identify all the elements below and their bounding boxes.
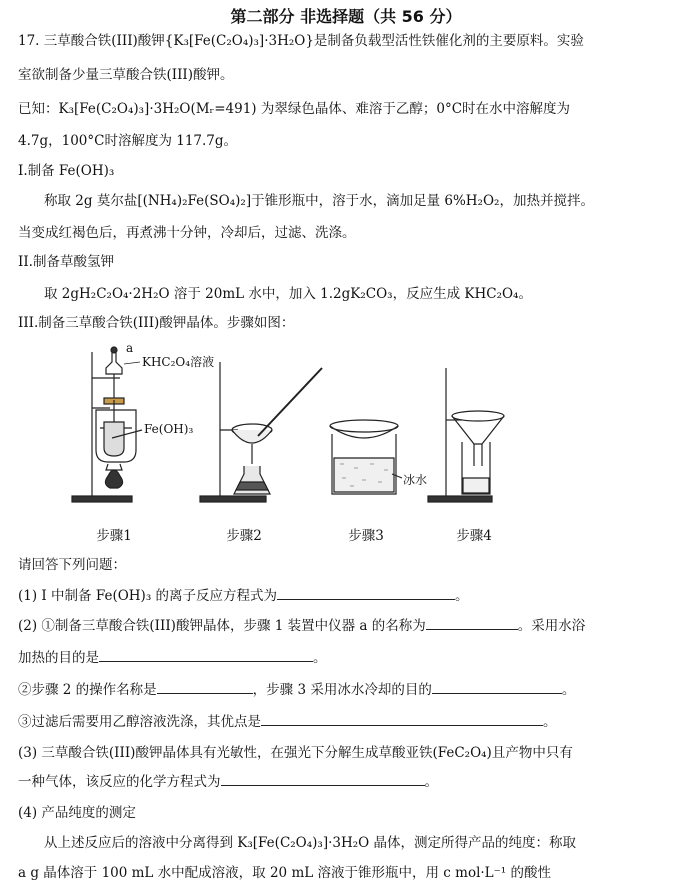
step1-apparatus — [72, 347, 142, 502]
q17-known-line-1: 已知：K₃[Fe(C₂O₄)₃]·3H₂O(Mᵣ=491) 为翠绿色晶体、难溶于乙醇；0°C时在水中溶解度为 — [18, 101, 571, 117]
answer-blank-2-1b[interactable] — [99, 648, 313, 662]
label-a: a — [126, 341, 134, 355]
caption-step3: 步骤3 — [348, 528, 384, 544]
question-2-1 — [18, 616, 585, 635]
period: 。 — [313, 650, 327, 666]
q17-line-1: 17. 三草酸合铁(III)酸钾{K₃[Fe(C₂O₄)₃]·3H₂O}是制备负载型活性铁催化剂的主要原料。实验 — [18, 33, 584, 49]
question-2-3 — [18, 712, 557, 731]
question-2-2 — [18, 680, 575, 699]
q17-line-2: 室欲制备少量三草酸合铁(III)酸钾。 — [18, 67, 234, 83]
caption-step1: 步骤1 — [96, 528, 132, 544]
part1-line-1: 称取 2g 莫尔盐[(NH₄)₂Fe(SO₄)₂]于锥形瓶中，溶于水，滴加足量 6%H₂O₂，加热并搅拌。 — [44, 193, 594, 209]
question-4-line-1: 从上述反应后的溶液中分离得到 K₃[Fe(C₂O₄)₃]·3H₂O 晶体，测定所得产品的纯度：称取 — [44, 835, 577, 851]
question-2-2-mid: ，步骤 3 采用冰水冷却的目的 — [252, 682, 432, 698]
question-1-text: (1) I 中制备 Fe(OH)₃ 的离子反应方程式为 — [18, 588, 278, 604]
period: 。 — [424, 774, 438, 790]
question-2-1-text: (2) ①制备三草酸合铁(III)酸钾晶体，步骤 1 装置中仪器 a 的名称为 — [18, 618, 426, 634]
period: 。 — [543, 714, 557, 730]
caption-step2: 步骤2 — [226, 528, 262, 544]
answer-blank-2-2b[interactable] — [432, 680, 562, 694]
period: 。 — [455, 588, 469, 604]
step4-apparatus — [428, 368, 504, 502]
question-2-1-cont-text: 加热的目的是 — [18, 650, 99, 666]
q17-known-line-2: 4.7g，100°C时溶解度为 117.7g。 — [18, 133, 238, 149]
questions-intro: 请回答下列问题： — [18, 557, 126, 573]
answer-blank-3[interactable] — [221, 772, 425, 786]
question-3-line-1: (3) 三草酸合铁(III)酸钾晶体具有光敏性，在强光下分解生成草酸亚铁(FeC₂O₄)且产物中只有 — [18, 745, 573, 761]
question-2-2-text: ②步骤 2 的操作名称是 — [18, 682, 157, 698]
question-4-line-2: a g 晶体溶于 100 mL 水中配成溶液，取 20 mL 溶液于锥形瓶中，用 c mol·L⁻¹ 的酸性 — [18, 865, 551, 881]
section-title: 第二部分 非选择题（共 56 分） — [230, 7, 462, 26]
question-3-line-2 — [18, 772, 438, 791]
question-2-1-cont — [18, 648, 327, 667]
apparatus-figure — [0, 338, 692, 520]
part2-title: II.制备草酸氢钾 — [18, 254, 114, 270]
step3-apparatus — [330, 420, 402, 494]
part3-title: III.制备三草酸合铁(III)酸钾晶体。步骤如图： — [18, 315, 295, 331]
answer-blank-2-3[interactable] — [261, 712, 543, 726]
label-khc2o4: KHC₂O₄溶液 — [142, 355, 215, 369]
answer-blank-2-1a[interactable] — [426, 616, 518, 630]
answer-blank-2-2a[interactable] — [157, 680, 253, 694]
question-2-1-tail: 。采用水浴 — [517, 618, 586, 634]
question-2-3-text: ③过滤后需要用乙醇溶液洗涤，其优点是 — [18, 714, 261, 730]
part1-title: I.制备 Fe(OH)₃ — [18, 163, 115, 179]
period: 。 — [561, 682, 576, 698]
question-4-title: (4) 产品纯度的测定 — [18, 805, 136, 821]
answer-blank-1[interactable] — [277, 586, 455, 600]
label-feoh3: Fe(OH)₃ — [144, 422, 194, 436]
question-1 — [18, 586, 469, 605]
label-ice-water: 冰水 — [403, 473, 428, 487]
part1-line-2: 当变成红褐色后，再煮沸十分钟，冷却后，过滤、洗涤。 — [18, 225, 356, 241]
caption-step4: 步骤4 — [456, 528, 492, 544]
step2-apparatus — [200, 362, 322, 502]
part2-line-1: 取 2gH₂C₂O₄·2H₂O 溶于 20mL 水中，加入 1.2gK₂CO₃，反应生成 KHC₂O₄。 — [44, 286, 532, 302]
question-3-text: 一种气体，该反应的化学方程式为 — [18, 774, 221, 790]
